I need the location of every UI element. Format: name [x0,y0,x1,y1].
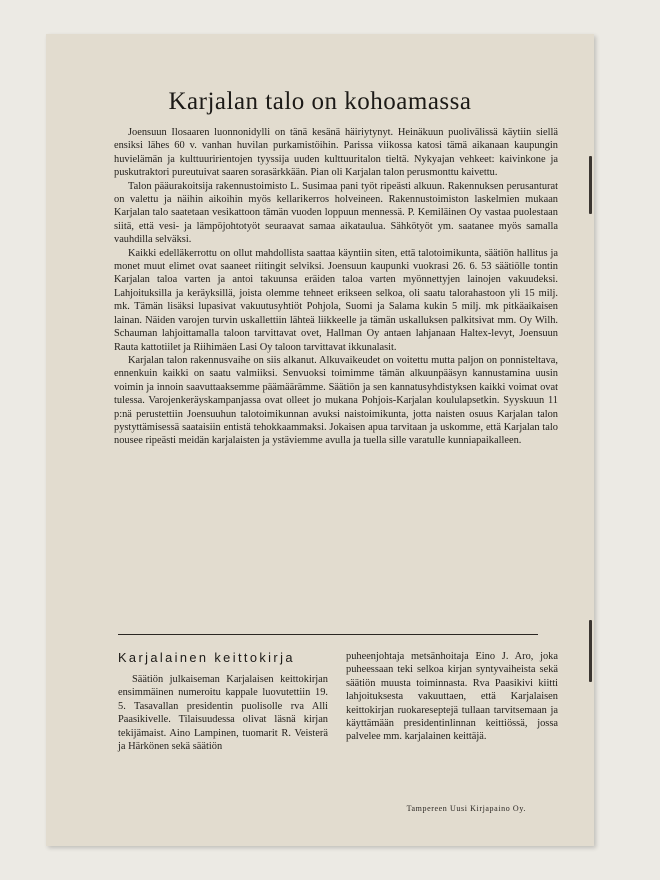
cookbook-right-column [346,650,558,744]
article-body [114,126,558,448]
article-paragraph: Karjalan talon rakennusvaihe on siis alkanut. Alkuvaikeudet on voitettu mutta paljon on ponnisteltava, ennenkuin kaikki on saatu valmiiksi. Senvuoksi toimimme tämän alkuunpääsyn kannustamina uusin voimin ja innoin saavuttaaksemme päämäärämme. Säätiön ja sen kannatusyhdistyksen kaikki voimat ovat tulessa. Varojenkeräyskampanjassa ovat olleet jo mukana Pohjois-Karjalan koululapsetkin. Syyskuun 11 p:nä perustettiin Joensuuhun talotoimikunnan avuksi naistoimikunta, jotta naisten osuus Karjalan talon pystyttämisessä saataisiin entistä tehokkaammaksi. Jokaisen apua tarvitaan ja uskomme, että Karjalan talo nousee ripeästi meidän karjalaisten ja ystäviemme avulla ja tuella sille varatulle kunniapaikalleen. [114,354,558,447]
cookbook-text-right: puheenjohtaja metsänhoitaja Eino J. Aro, joka puheessaan teki selkoa kirjan syntyvaiheista sekä säätiön muusta toiminnasta. Rva Paasikivi kiitti lahjoituksesta vakuuttaen, että Karjalaisen keittokirjan ruokareseptejä tullaan tarvitsemaan ja käyttämään presidentinlinnan keittiössä, jossa palvelee mm. karjalainen keittäjä. [346,651,558,743]
cookbook-heading: Karjalainen keittokirja [118,650,295,665]
article-paragraph: Talon pääurakoitsija rakennustoimisto L. Susimaa pani työt ripeästi alkuun. Rakennuksen perusanturat on valettu ja näihin aikoihin myös kellarikerros holveineen. Rakennustoimiston laskelmien mukaan Karjalan talo saatetaan vesikattoon tämän vuoden loppuun mennessä. P. Kemiläinen Oy vastaa puolestaan siitä, että vesi- ja lämpöjohtotyöt seuraavat samaa aikataulua. Sähkötyöt ym. saatanee myös samalla vauhdilla selväksi. [114,180,558,246]
cookbook-text-left: Säätiön julkaiseman Karjalaisen keittokirjan ensimmäinen numeroitu kappale luovutettiin 19. 5. Tasavallan presidentin puolisolle rva Alli Paasikivelle. Tilaisuudessa olivat läsnä kirjan tekijämaist. Aino Lampinen, tuomarit R. Veisterä ja Härkönen sekä säätiön [118,674,328,753]
printer-imprint: Tampereen Uusi Kirjapaino Oy. [406,804,526,813]
article-paragraph: Joensuun Ilosaaren luonnonidylli on tänä kesänä häiriytynyt. Heinäkuun puolivälissä käytiin siellä ensiksi lähes 60 v. vanhan huvilan purkamistöihin. Parissa viikossa katosi tämä aikanaan kaupungin huvielämän ja kulttuuririentojen tyyssija uuden kulttuuritalon tieltä. Nykyajan vehkeet: kaivinkone ja puskutraktori pureutuivat saaren sorasärkkään. Pian oli Karjalan talon perusmonttu kaivettu. [114,127,558,179]
document-page [46,34,594,846]
page-title: Karjalan talo on kohoamassa [168,88,472,115]
binding-staple-top [589,156,592,214]
section-divider [118,634,538,635]
binding-staple-bottom [589,620,592,682]
article-paragraph: Kaikki edelläkerrottu on ollut mahdollista saattaa käyntiin siten, että talotoimikunta, säätiön hallitus ja monet muut elimet ovat saaneet riitingit selviksi. Joensuun kaupunki vuokrasi 26. 6. 53 säätiölle tontin Karjalan taloa varten ja antoi takuunsa eräiden taloa varten myönnettyjen lainojen vakuudeksi. Lahjoituksilla ja keräyksillä, joista olemme tehneet erikseen selkoa, oli saatu talorahastoon yli 15 milj. mk. Tämän lisäksi lupasivat vakuutusyhtiöt Pohjola, Suomi ja Salama kukin 5 milj. mk pitkäaikaisen lainan. Näiden varojen turvin uskallettiin lähteä liikkeelle ja tämän uskalluksen palkitsivat mm. Oy Wilh. Schauman lahjoittamalla taloon tarvittavat ovet, Hallman Oy antaen lahjanaan Haltex-levyt, Joensuun Rauta kattotiilet ja Riihimäen Lasi Oy taloon tarvittavat ikkunalasit. [114,247,558,353]
cookbook-left-column [118,650,328,753]
